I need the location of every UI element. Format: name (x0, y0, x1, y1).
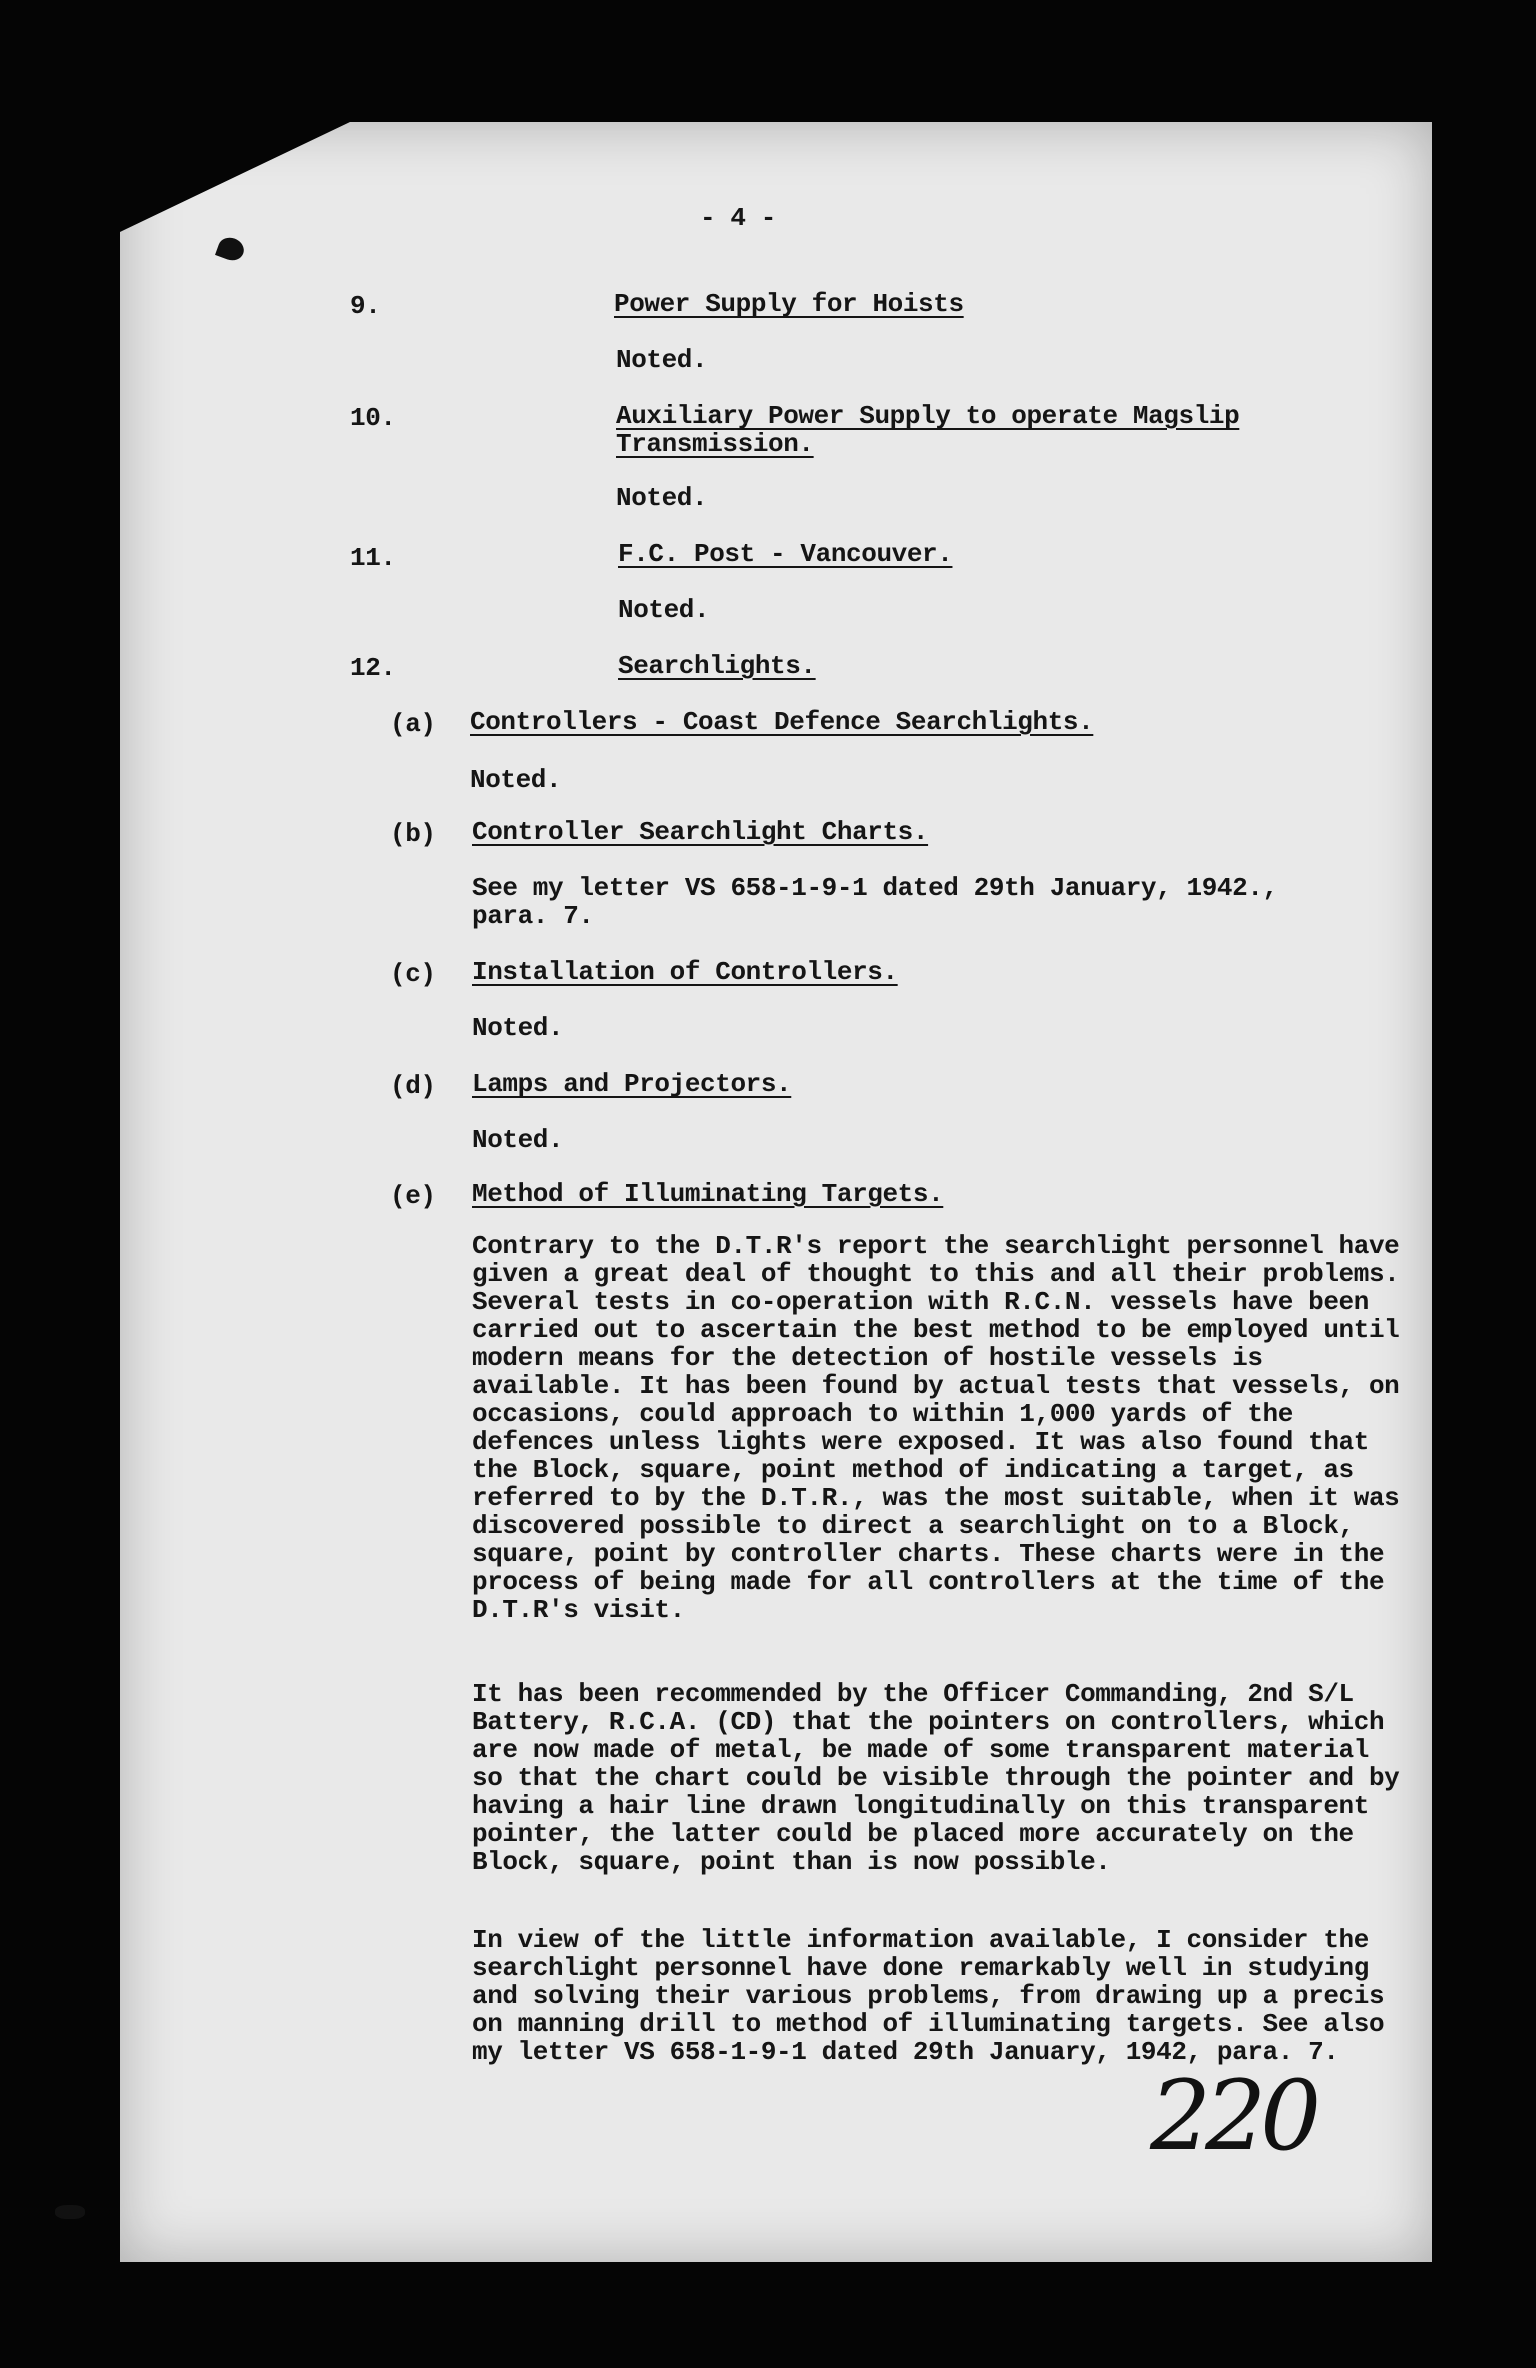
subitem-status: Noted. (470, 765, 562, 795)
subitem-label: (c) (390, 959, 436, 989)
item-status: Noted. (616, 345, 708, 375)
subitem-label: (d) (390, 1071, 436, 1101)
item-heading: Power Supply for Hoists (614, 289, 964, 319)
subitem-status: Noted. (472, 1125, 564, 1155)
item-heading: Auxiliary Power Supply to operate Magslip (616, 401, 1240, 431)
subitem-heading: Controllers - Coast Defence Searchlights. (470, 707, 1094, 737)
item-heading: F.C. Post - Vancouver. (618, 539, 953, 569)
subitem-label: (a) (390, 709, 436, 739)
subitem-heading: Method of Illuminating Targets. (472, 1179, 944, 1209)
subitem-heading: Controller Searchlight Charts. (472, 817, 929, 847)
item-number: 10. (350, 403, 396, 433)
page-number: - 4 - (700, 203, 777, 233)
body-paragraph: It has been recommended by the Officer Commanding, 2nd S/L Battery, R.C.A. (CD) that the pointers on controllers, which are now made of metal, be made of some transparent material so that the chart could be visible through the pointer and by having a hair line drawn longitudinally on this transparent pointer, the latter could be placed more accurately on the Block, square, point than is now possible. (472, 1679, 1400, 1877)
subitem-label: (e) (390, 1181, 436, 1211)
subitem-text: para. 7. (472, 901, 594, 931)
subitem-heading: Lamps and Projectors. (472, 1069, 792, 1099)
item-heading: Searchlights. (618, 651, 816, 681)
item-status: Noted. (616, 483, 708, 513)
body-paragraph: Contrary to the D.T.R's report the searchlight personnel have given a great deal of thought to this and all their problems. Several tests in co-operation with R.C.N. vessels have been carried out to ascertain the best method to be employed until modern means for the detection of hostile vessels is available. It has been found by actual tests that vessels, on occasions, could approach to within 1,000 yards of the defences unless lights were exposed. It was also found that the Block, square, point method of indicating a target, as referred to by the D.T.R., was the most suitable, when it was discovered possible to direct a searchlight on to a Block, square, point by controller charts. These charts were in the process of being made for all controllers at the time of the D.T.R's visit. (472, 1231, 1400, 1625)
subitem-text: See my letter VS 658-1-9-1 dated 29th January, 1942., (472, 873, 1278, 903)
item-number: 11. (350, 543, 396, 573)
item-status: Noted. (618, 595, 710, 625)
subitem-heading: Installation of Controllers. (472, 957, 898, 987)
subitem-status: Noted. (472, 1013, 564, 1043)
item-number: 9. (350, 291, 381, 321)
scan-mark (55, 2205, 85, 2219)
subitem-label: (b) (390, 819, 436, 849)
body-paragraph: In view of the little information available, I consider the searchlight personnel have done remarkably well in studying and solving their various problems, from drawing up a precis on manning drill to method of illuminating targets. See also my letter VS 658-1-9-1 dated 29th January, 1942, para. 7. (472, 1925, 1385, 2067)
item-heading: Transmission. (616, 429, 814, 459)
handwritten-page-number: 220 (1150, 2060, 1316, 2172)
item-number: 12. (350, 653, 396, 683)
